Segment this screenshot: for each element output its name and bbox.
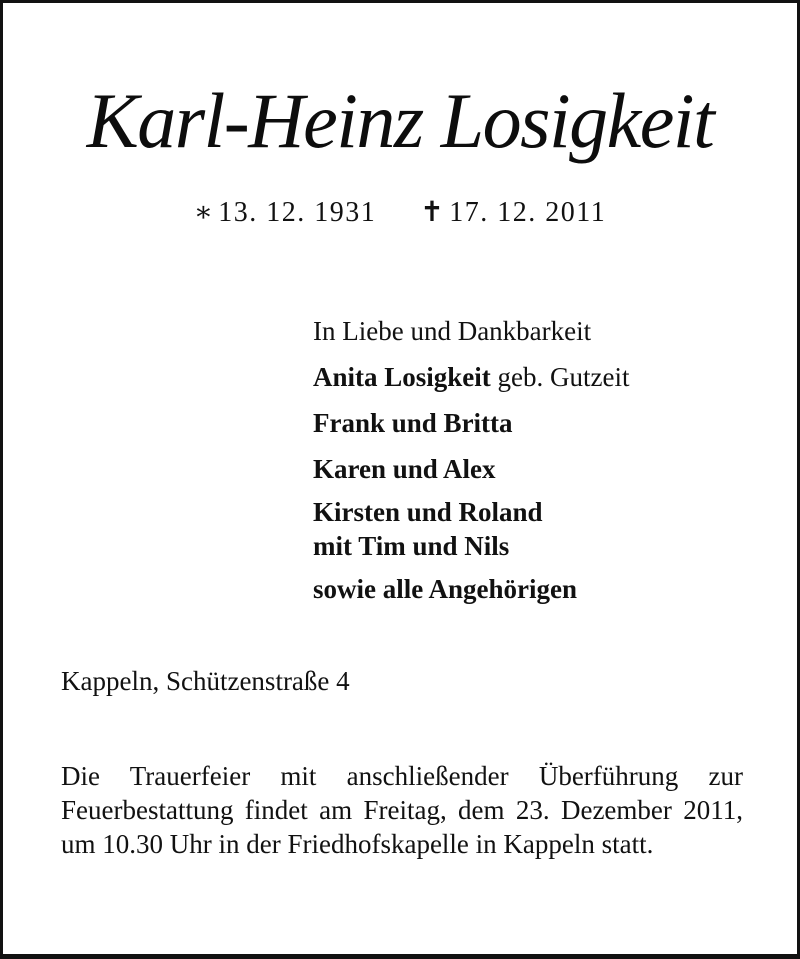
mourner-line-frank: Frank und Britta [313, 408, 513, 438]
death-cross-icon: ✝ [420, 197, 446, 228]
mourner-line-wife [313, 357, 763, 397]
birth-date: 13. 12. 1931 [218, 197, 377, 228]
wife-name: Anita Losigkeit [313, 362, 491, 392]
mourners-intro: In Liebe und Dankbarkeit [313, 316, 592, 346]
death-date: 17. 12. 2011 [449, 197, 607, 228]
mourners-list [313, 311, 763, 609]
address-line: Kappeln, Schützenstraße 4 [61, 666, 350, 696]
mourner-line-relatives: sowie alle Angehörigen [313, 574, 577, 604]
mourner-line-children: mit Tim und Nils [313, 531, 510, 561]
funeral-announcement: Die Trauerfeier mit anschließender Überführung zur Feuerbestattung findet am Freitag, dem 23. Dezember 2011, um 10.30 Uhr in der Friedhofskapelle in Kappeln statt. [61, 761, 743, 859]
mourner-line-kirsten: Kirsten und Roland [313, 497, 543, 527]
life-dates [3, 195, 797, 231]
mourner-line-karen: Karen und Alex [313, 454, 496, 484]
wife-maiden-name: geb. Gutzeit [497, 362, 630, 392]
deceased-name: Karl-Heinz Losigkeit [86, 77, 714, 164]
birth-star-icon: ∗ [193, 197, 215, 228]
